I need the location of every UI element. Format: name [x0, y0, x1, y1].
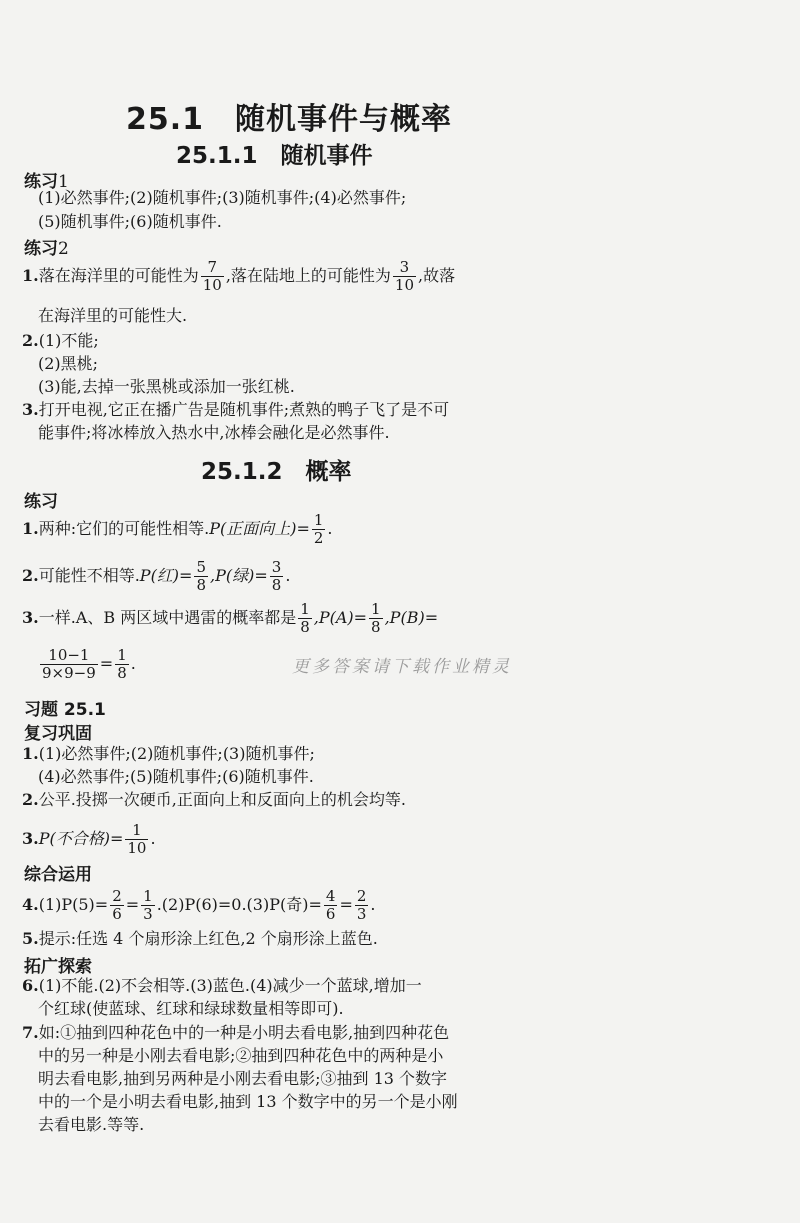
fraction	[393, 259, 416, 294]
fraction	[355, 888, 369, 923]
question-number: 1.	[22, 744, 39, 763]
fraction	[125, 822, 148, 857]
text: 公平.投掷一次硬币,正面向上和反面向上的机会均等.	[38, 790, 406, 809]
question-number: 1.	[22, 519, 39, 538]
fraction	[194, 559, 208, 594]
text: ,落在陆地上的可能性为	[225, 266, 391, 285]
ex3-q2	[22, 559, 290, 594]
text: .	[130, 654, 136, 673]
text: 两种:它们的可能性相等.	[38, 519, 210, 538]
question-number: 7.	[22, 1023, 39, 1042]
page-title: 25.1 随机事件与概率	[126, 102, 453, 137]
subsection-application: 综合运用	[24, 865, 92, 885]
ex2-q2-line-2: (2)黑桃;	[38, 354, 99, 373]
question-number: 4.	[22, 895, 39, 914]
exercise-heading: 练习	[24, 492, 58, 512]
equals-sign: =	[125, 895, 140, 914]
text: (1)P(5)=	[38, 895, 109, 914]
hw-q7-line-4: 中的一个是小明去看电影,抽到 13 个数字中的另一个是小刚	[38, 1092, 458, 1111]
probability-expression: P(红)=	[139, 566, 193, 585]
probability-expression: ,P(绿)=	[210, 566, 268, 585]
numerator: 1	[371, 600, 381, 618]
watermark-text: 更多答案请下载作业精灵	[292, 657, 512, 677]
question-number: 2.	[22, 566, 39, 585]
text: .	[150, 829, 156, 848]
homework-title: 习题 25.1	[24, 700, 106, 720]
ex2-q2-line-3: (3)能,去掉一张黑桃或添加一张红桃.	[38, 377, 295, 396]
text: 一样.A、B 两区域中遇雷的概率都是	[38, 608, 297, 627]
numerator: 1	[313, 511, 324, 529]
exercise-number: 1	[58, 172, 69, 192]
hw-q5	[22, 928, 378, 950]
hw-q7-line-5: 去看电影.等等.	[38, 1115, 145, 1134]
question-number: 6.	[22, 976, 39, 995]
denominator: 8	[271, 576, 282, 594]
hw-q3	[22, 822, 156, 857]
question-number: 3.	[22, 608, 39, 627]
fraction	[369, 601, 383, 636]
ex3-q3-line-1	[22, 601, 438, 636]
numerator: 7	[207, 258, 218, 276]
numerator: 5	[196, 558, 207, 576]
question-number: 2.	[22, 790, 39, 809]
denominator: 9×9−9	[42, 664, 96, 682]
ex2-q3-line-2: 能事件;将冰棒放入热水中,冰棒会融化是必然事件.	[38, 423, 390, 442]
section-title-25-1-2: 25.1.2 概率	[201, 459, 352, 485]
ex2-q1-line-1	[22, 259, 455, 294]
denominator: 10	[202, 276, 222, 294]
text: .	[285, 566, 291, 585]
text: (1)不能.(2)不会相等.(3)蓝色.(4)减少一个蓝球,增加一	[38, 976, 422, 995]
question-number: 3.	[22, 829, 39, 848]
fraction	[298, 601, 312, 636]
text: ,故落	[418, 266, 456, 285]
text: 可能性不相等.	[38, 566, 140, 585]
fraction	[40, 647, 98, 682]
denominator: 8	[196, 576, 207, 594]
numerator: 4	[325, 887, 336, 905]
text: (1)不能;	[38, 331, 99, 350]
fraction	[110, 888, 124, 923]
exercise-1-line-1: (1)必然事件;(2)随机事件;(3)随机事件;(4)必然事件;	[38, 188, 407, 207]
ex3-q1	[22, 512, 333, 547]
ex2-q2-line-1	[22, 330, 99, 352]
question-number: 2.	[22, 331, 39, 350]
question-number: 1.	[22, 266, 39, 285]
hw-q2	[22, 789, 406, 811]
denominator: 8	[117, 664, 127, 682]
numerator: 10−1	[48, 646, 90, 664]
text: .	[327, 519, 333, 538]
numerator: 3	[399, 258, 410, 276]
probability-expression: ,P(A)=	[313, 608, 368, 627]
question-number: 5.	[22, 929, 39, 948]
equals-sign: =	[339, 895, 353, 914]
fraction	[141, 888, 155, 923]
probability-expression: P(不合格)=	[38, 829, 124, 848]
fraction	[115, 647, 129, 682]
denominator: 8	[371, 618, 381, 636]
denominator: 2	[313, 529, 324, 547]
text: 如:①抽到四种花色中的一种是小明去看电影,抽到四种花色	[38, 1023, 450, 1042]
hw-q6-line-1	[22, 975, 422, 997]
fraction	[270, 559, 284, 594]
text: 落在海洋里的可能性为	[38, 266, 199, 285]
hw-q7-line-2: 中的另一种是小刚去看电影;②抽到四种花色中的两种是小	[38, 1046, 444, 1065]
denominator: 3	[143, 905, 153, 923]
probability-expression: P(正面向上)=	[209, 519, 310, 538]
text: (1)必然事件;(2)随机事件;(3)随机事件;	[38, 744, 315, 763]
fraction	[201, 259, 224, 294]
denominator: 8	[300, 618, 310, 636]
hw-q7-line-3: 明去看电影,抽到另两种是小刚去看电影;③抽到 13 个数字	[38, 1069, 448, 1088]
exercise-1-line-2: (5)随机事件;(6)随机事件.	[38, 212, 222, 231]
numerator: 1	[117, 646, 127, 664]
exercise-label: 练习	[24, 239, 58, 259]
text: 打开电视,它正在播广告是随机事件;煮熟的鸭子飞了是不可	[38, 400, 450, 419]
subsection-exploration: 拓广探索	[24, 957, 92, 977]
question-number: 3.	[22, 400, 39, 419]
hw-q7-line-1	[22, 1022, 449, 1044]
ex3-q3-line-2	[38, 647, 136, 682]
hw-q4	[22, 888, 375, 923]
section-title-25-1-1: 25.1.1 随机事件	[176, 143, 373, 169]
numerator: 2	[112, 887, 122, 905]
fraction	[312, 512, 326, 547]
subsection-review: 复习巩固	[24, 724, 92, 744]
text: .	[370, 895, 376, 914]
hw-q1-line-2: (4)必然事件;(5)随机事件;(6)随机事件.	[38, 767, 314, 786]
ex2-q1-line-2: 在海洋里的可能性大.	[38, 306, 188, 325]
numerator: 1	[143, 887, 153, 905]
exercise-label: 练习	[24, 172, 58, 192]
hw-q6-line-2: 个红球(使蓝球、红球和绿球数量相等即可).	[38, 999, 344, 1018]
text: .(2)P(6)=0.(3)P(奇)=	[156, 895, 322, 914]
probability-expression: ,P(B)=	[384, 608, 439, 627]
exercise-number: 2	[58, 239, 69, 259]
denominator: 10	[394, 276, 414, 294]
text: 提示:任选 4 个扇形涂上红色,2 个扇形涂上蓝色.	[38, 929, 378, 948]
numerator: 2	[356, 887, 367, 905]
denominator: 6	[112, 905, 122, 923]
equals-sign: =	[99, 654, 114, 673]
numerator: 3	[271, 558, 282, 576]
hw-q1-line-1	[22, 743, 315, 765]
numerator: 1	[132, 821, 142, 839]
ex2-q3-line-1	[22, 399, 449, 421]
denominator: 3	[356, 905, 367, 923]
denominator: 6	[325, 905, 336, 923]
denominator: 10	[127, 839, 147, 857]
fraction	[324, 888, 338, 923]
exercise-2-heading	[24, 234, 69, 259]
numerator: 1	[300, 600, 310, 618]
